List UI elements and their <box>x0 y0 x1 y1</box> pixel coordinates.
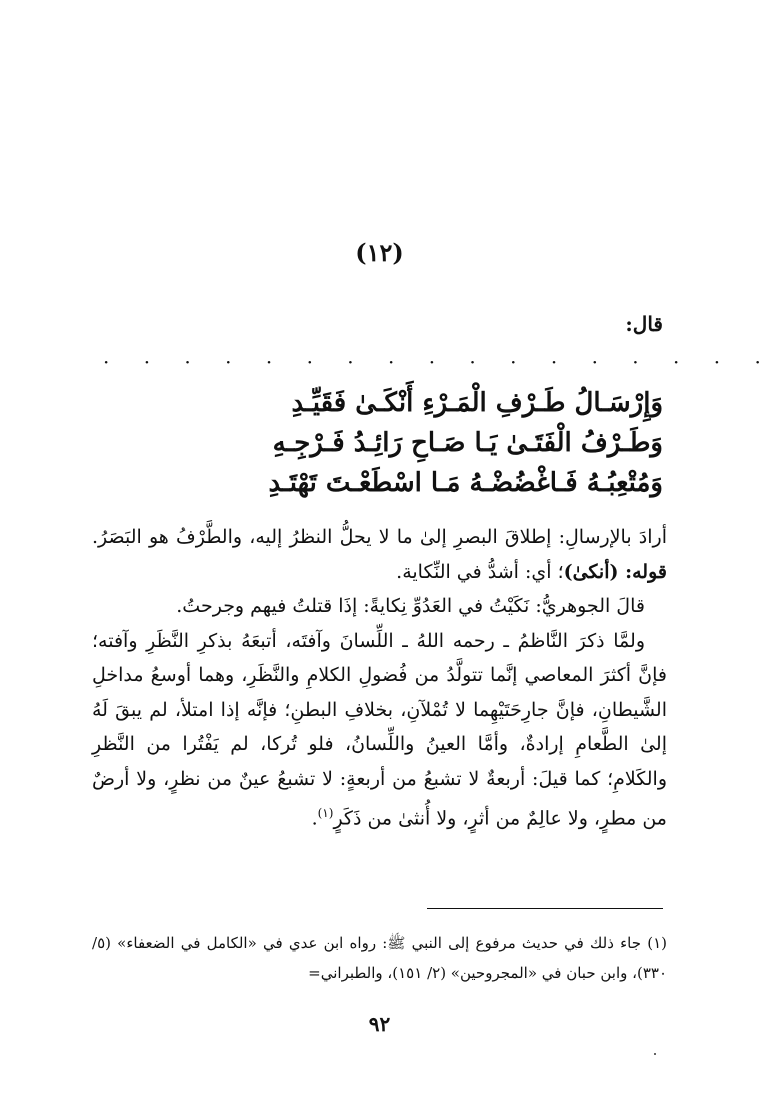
print-speck <box>654 1053 656 1055</box>
ellipsis-dots: · · · · · · · · · · · · · · · · · <box>103 350 775 374</box>
section-number: (١٢) <box>355 238 404 267</box>
paragraph-3 <box>92 624 667 836</box>
paragraph-1-tail: ؛ أي: أشدُّ في النِّكاية. <box>396 560 564 583</box>
verse-line-3: وَمُتْعِبُـهُ فَـاغْضُضْـهُ مَـا اسْطَعْـتَ تَهْتَـدِ <box>268 468 663 498</box>
verse-line-2: وَطَـرْفُ الْفَتَـىٰ يَـا صَـاحِ رَائِـدُ فَـرْجِـهِ <box>272 428 663 458</box>
paragraph-1-bold: قوله: (أنكىٰ) <box>563 560 667 583</box>
verse-line-1: وَإِرْسَـالُ طَـرْفِ الْمَـرْءِ أَنْكَـىٰ فَقَيِّـدِ <box>291 388 663 418</box>
paragraph-1-text: أرادَ بالإرسالِ: إطلاقَ البصرِ إلىٰ ما لا يحلُّ النظرُ إليه، والطَّرْفُ هو البَصَرُ. <box>92 526 667 548</box>
paragraph-3-text: ولمَّا ذكرَ النَّاظمُ ـ رحمه اللهُ ـ اللِّسانَ وآفتَه، أتبعَهُ بذكرِ النَّظَرِ وآفته؛ فإنَّ أكثرَ المعاصي إنَّما تتولَّدُ من فُضولِ الكلامِ والنَّظَرِ، وهما أوسعُ مداخلِ الشَّيطانِ، فإنَّ جارِحَتَيْهِما لا تُمْلآنِ، بخلافِ البطنِ؛ فإنَّه إذا امتلأ، لم يبقَ لَهُ إلىٰ الطَّعامِ إرادةٌ، وأمَّا العينُ واللِّسانُ، فلو تُركا، لم يَفْتُرا من النَّظرِ والكَلامِ؛ كما قيلَ: أربعةٌ لا تشبعُ من أربعةٍ: لا تشبعُ عينٌ من نظرٍ، ولا أرضٌ من مطرٍ، ولا عالِمٌ من أثرٍ، ولا أُنثىٰ من ذَكَرٍ <box>92 629 667 830</box>
footnote: (١) جاء ذلك في حديث مرفوع إلى النبي ﷺ: رواه ابن عدي في «الكامل في الضعفاء» (٥/ ٣٣٠)، وابن حبان في «المجروحين» (٢/ ١٥١)، والطبراني= <box>92 934 667 982</box>
said-label: قال: <box>625 312 663 336</box>
paragraph-2: قالَ الجوهريُّ: نَكَيْتُ في العَدُوِّ نِكايةً: إذَا قتلتُ فيهم وجرحتُ. <box>176 595 645 617</box>
commentary-body <box>92 520 667 836</box>
footnote-divider <box>427 908 663 909</box>
paragraph-3-end: . <box>311 807 318 830</box>
footnote-reference: (١) <box>317 806 334 820</box>
paragraph-1 <box>92 520 667 589</box>
page-number: ٩٢ <box>368 1012 391 1036</box>
